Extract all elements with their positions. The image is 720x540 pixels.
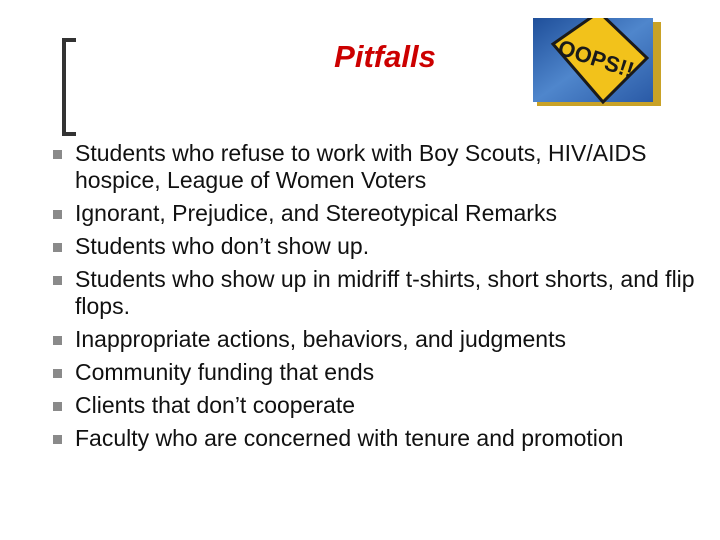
bullet-text: Community funding that ends [75, 359, 375, 385]
bullet-text: Students who refuse to work with Boy Scouts, HIV/AIDS hospice, League of Women Voters [75, 140, 647, 193]
bullet-item [48, 326, 708, 353]
bullet-item [48, 140, 708, 194]
bullet-text: Clients that don’t cooperate [75, 392, 356, 418]
bullet-item [48, 359, 708, 386]
bullet-square-icon [53, 336, 62, 345]
bullet-item [48, 392, 708, 419]
bullet-item [48, 233, 708, 260]
bullet-text: Inappropriate actions, behaviors, and judgments [75, 326, 566, 352]
bullet-square-icon [53, 369, 62, 378]
bullet-item [48, 266, 708, 320]
oops-sign-icon [533, 18, 661, 106]
bullet-square-icon [53, 243, 62, 252]
title-bracket [62, 38, 76, 136]
bullet-item [48, 200, 708, 227]
bullet-text: Students who show up in midriff t-shirts, short shorts, and flip flops. [75, 266, 695, 319]
bullet-square-icon [53, 150, 62, 159]
slide-title: Pitfalls [334, 39, 436, 74]
bullet-text: Students who don’t show up. [75, 233, 370, 259]
bullet-square-icon [53, 435, 62, 444]
bullet-text: Ignorant, Prejudice, and Stereotypical Remarks [75, 200, 557, 226]
bullet-square-icon [53, 276, 62, 285]
bullet-square-icon [53, 210, 62, 219]
bullet-square-icon [53, 402, 62, 411]
bullet-item [48, 425, 708, 452]
sign-text: OOPS!! [555, 34, 638, 83]
bullet-list [48, 140, 708, 458]
bullet-text: Faculty who are concerned with tenure and promotion [75, 425, 624, 451]
oops-sign-image [533, 18, 661, 106]
